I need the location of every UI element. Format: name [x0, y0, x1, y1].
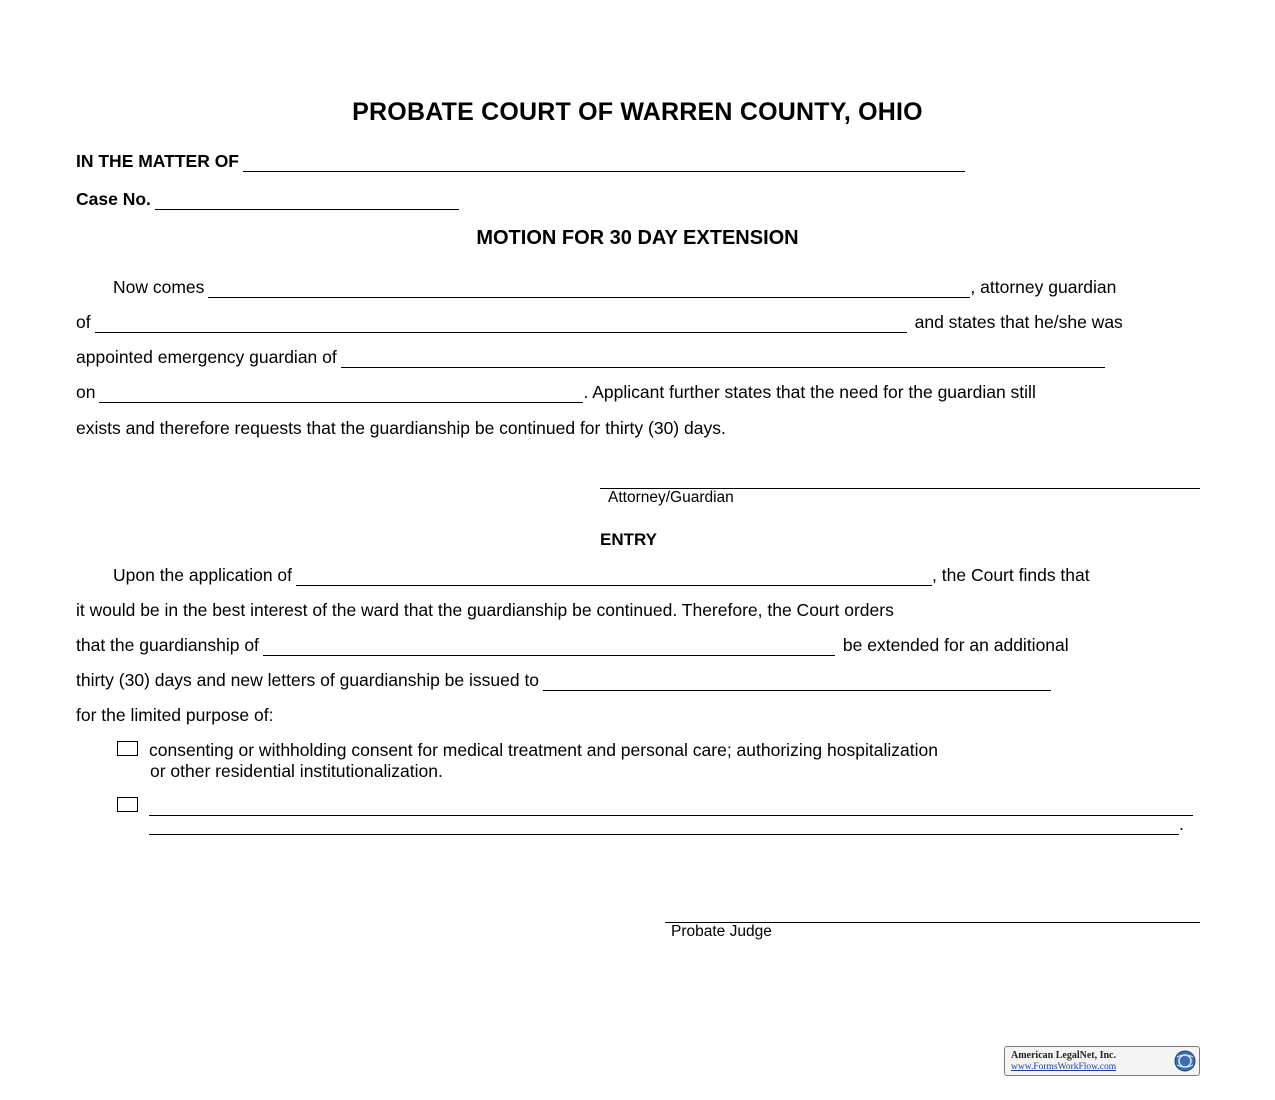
- motion-line-1: [113, 274, 1116, 298]
- entry-text: , the Court finds that: [932, 565, 1090, 585]
- guardianship-of-field[interactable]: [263, 637, 835, 656]
- entry-line-1: [113, 562, 1090, 586]
- motion-title: MOTION FOR 30 DAY EXTENSION: [476, 227, 799, 249]
- entry-text: Upon the application of: [113, 565, 293, 585]
- option-text: .: [1179, 814, 1184, 834]
- case-label: Case No.: [76, 189, 151, 209]
- badge-company: American LegalNet, Inc.: [1011, 1050, 1116, 1061]
- matter-name-field[interactable]: [243, 153, 965, 172]
- globe-icon: [1173, 1049, 1197, 1073]
- badge-url[interactable]: www.FormsWorkFlow.com: [1011, 1062, 1117, 1072]
- motion-text: on: [76, 382, 96, 402]
- motion-text: Now comes: [113, 277, 205, 297]
- applicant-name-field[interactable]: [296, 567, 932, 586]
- entry-line-3: [76, 632, 1069, 656]
- option-2-line-2: [149, 811, 1184, 835]
- attorney-name-field[interactable]: [208, 279, 970, 298]
- other-purpose-field-2[interactable]: [149, 816, 1179, 835]
- entry-text: be extended for an additional: [842, 635, 1069, 655]
- case-row: [76, 186, 463, 210]
- motion-text: . Applicant further states that the need for the guardian still: [583, 382, 1036, 402]
- ward-name-field[interactable]: [95, 314, 907, 333]
- entry-text: for the limited purpose of:: [76, 705, 274, 725]
- motion-line-4: [76, 379, 1036, 403]
- other-purpose-checkbox[interactable]: [117, 797, 138, 812]
- entry-text: that the guardianship of: [76, 635, 259, 655]
- option-1-line-2: [150, 758, 443, 782]
- entry-line-2: [76, 597, 894, 621]
- motion-text: of: [76, 312, 91, 332]
- option-text: or other residential institutionalization.: [150, 761, 443, 781]
- motion-text: , attorney guardian: [970, 277, 1117, 297]
- entry-line-5: [76, 702, 273, 726]
- court-title: PROBATE COURT OF WARREN COUNTY, OHIO: [352, 98, 923, 126]
- matter-label: IN THE MATTER OF: [76, 151, 239, 171]
- motion-text: appointed emergency guardian of: [76, 347, 337, 367]
- letters-issued-to-field[interactable]: [543, 672, 1051, 691]
- option-text: consenting or withholding consent for medical treatment and personal care; authorizing hospitalization: [149, 740, 938, 760]
- appointment-date-field[interactable]: [99, 384, 583, 403]
- motion-text: and states that he/she was: [914, 312, 1123, 332]
- legalnet-badge[interactable]: [1004, 1046, 1200, 1076]
- case-number-field[interactable]: [155, 191, 459, 210]
- emergency-guardian-ward-field[interactable]: [341, 349, 1105, 368]
- matter-row: [76, 148, 969, 172]
- motion-line-3: [76, 344, 1109, 368]
- motion-line-2: [76, 309, 1123, 333]
- motion-text: exists and therefore requests that the guardianship be continued for thirty (30) days.: [76, 418, 726, 438]
- motion-line-5: [76, 415, 726, 439]
- entry-line-4: [76, 667, 1055, 691]
- judge-signature-label: Probate Judge: [671, 923, 772, 940]
- medical-consent-checkbox[interactable]: [117, 741, 138, 756]
- entry-text: it would be in the best interest of the ward that the guardianship be continued. Therefore, the Court orders: [76, 600, 894, 620]
- entry-title: ENTRY: [600, 530, 657, 549]
- entry-text: thirty (30) days and new letters of guardianship be issued to: [76, 670, 540, 690]
- attorney-signature-label: Attorney/Guardian: [608, 489, 734, 506]
